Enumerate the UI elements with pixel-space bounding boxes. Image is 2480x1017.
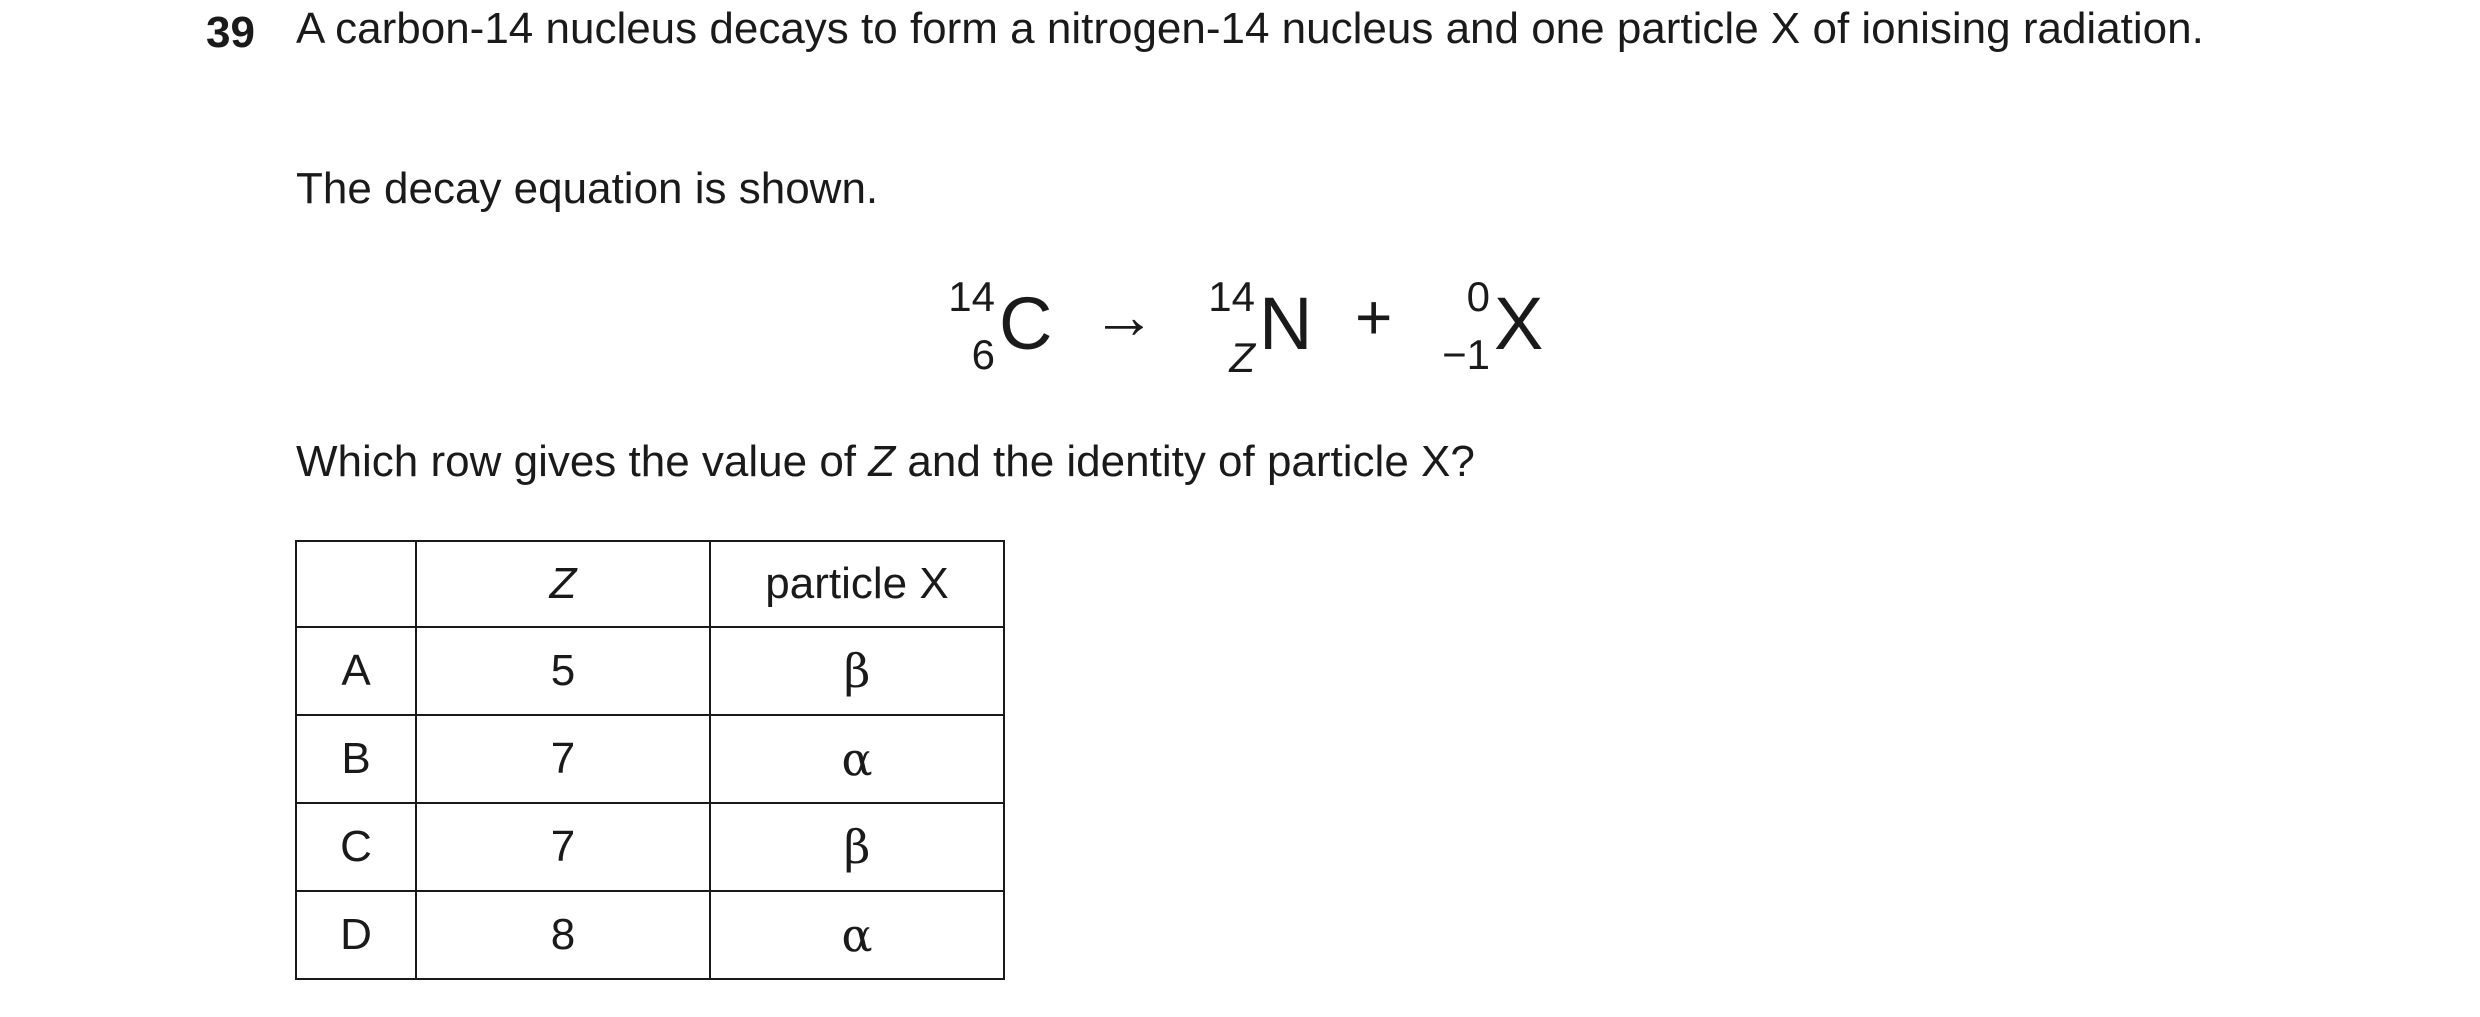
table-row[interactable] <box>296 891 1004 979</box>
decay-equation <box>0 0 2480 400</box>
z-value: 8 <box>416 891 710 979</box>
answer-table <box>295 540 1005 980</box>
header-z: Z <box>416 541 710 627</box>
nitrogen-mass-number: 14 <box>1208 273 1255 320</box>
prompt-text-end: and the identity of particle X? <box>895 437 1475 486</box>
question-number: 39 <box>206 8 255 57</box>
option-letter: D <box>296 891 416 979</box>
option-letter: B <box>296 715 416 803</box>
x-atomic-number: −1 <box>1442 331 1490 378</box>
table-header-row <box>296 541 1004 627</box>
x-mass-number: 0 <box>1466 273 1490 320</box>
table-row[interactable] <box>296 715 1004 803</box>
z-value: 5 <box>416 627 710 715</box>
question-prompt <box>296 435 1475 489</box>
particle-value: α <box>710 715 1004 803</box>
carbon-atomic-number: 6 <box>971 331 995 378</box>
carbon-mass-number: 14 <box>948 273 995 320</box>
header-particle-x: particle X <box>710 541 1004 627</box>
carbon-symbol: C <box>999 282 1053 365</box>
particle-value: α <box>710 891 1004 979</box>
table-row[interactable] <box>296 627 1004 715</box>
option-letter: C <box>296 803 416 891</box>
table-row[interactable] <box>296 803 1004 891</box>
particle-value: β <box>710 803 1004 891</box>
z-value: 7 <box>416 803 710 891</box>
z-value: 7 <box>416 715 710 803</box>
x-symbol: X <box>1494 282 1544 365</box>
question-stem: A carbon-14 nucleus decays to form a nitrogen-14 nucleus and one particle X of ionising radiation. <box>296 4 2204 53</box>
nitrogen-atomic-number: Z <box>1229 334 1255 381</box>
nitrogen-symbol: N <box>1259 282 1313 365</box>
prompt-variable-z: Z <box>868 437 896 486</box>
plus-sign: + <box>1355 281 1393 353</box>
option-letter: A <box>296 627 416 715</box>
equation-intro: The decay equation is shown. <box>296 164 879 213</box>
reaction-arrow: → <box>1092 280 1156 352</box>
particle-value: β <box>710 627 1004 715</box>
prompt-text-start: Which row gives the value of <box>296 437 869 486</box>
header-option-cell <box>296 541 416 627</box>
